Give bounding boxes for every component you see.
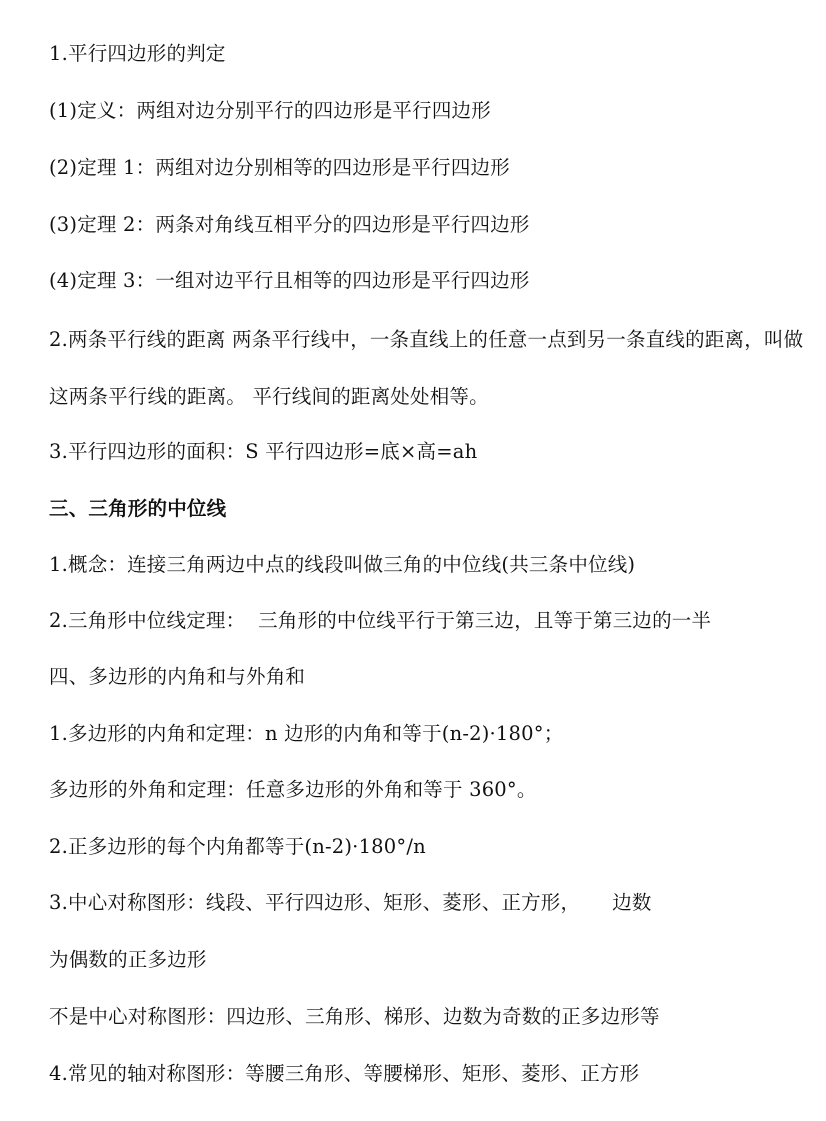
interior-angle-sum-line: 1.多边形的内角和定理：n 边形的内角和等于(n-2)·180°； [49,722,564,745]
exterior-angle-sum-line: 多边形的外角和定理：任意多边形的外角和等于 360°。 [49,778,537,801]
heading-parallelogram-criteria: 1.平行四边形的判定 [49,42,226,65]
parallelogram-area-line: 3.平行四边形的面积：S 平行四边形=底×高=ah [49,440,478,463]
non-central-symmetry-line: 不是中心对称图形：四边形、三角形、梯形、边数为奇数的正多边形等 [49,1005,660,1028]
midline-concept-line: 1.概念：连接三角两边中点的线段叫做三角的中位线(共三条中位线) [49,553,636,576]
definition-line: (1)定义：两组对边分别平行的四边形是平行四边形 [49,99,491,122]
theorem-2-line: (3)定理 2：两条对角线互相平分的四边形是平行四边形 [49,213,530,236]
section-heading-polygon-angles: 四、多边形的内角和与外角和 [49,665,306,688]
midline-theorem-line: 2.三角形中位线定理： 三角形的中位线平行于第三边，且等于第三边的一半 [49,609,712,632]
regular-polygon-angle-line: 2.正多边形的每个内角都等于(n-2)·180°/n [49,835,426,858]
section-heading-midline: 三、三角形的中位线 [49,497,227,520]
theorem-3-line: (4)定理 3：一组对边平行且相等的四边形是平行四边形 [49,269,530,292]
axial-symmetry-line: 4.常见的轴对称图形：等腰三角形、等腰梯形、矩形、菱形、正方形 [49,1062,640,1085]
central-symmetry-line: 3.中心对称图形：线段、平行四边形、矩形、菱形、正方形， 边数 [49,891,652,914]
central-symmetry-continuation-line: 为偶数的正多边形 [49,948,207,971]
parallel-lines-distance-paragraph: 2.两条平行线的距离 两条平行线中，一条直线上的任意一点到另一条直线的距离，叫做这两条平行线的距离。 平行线间的距离处处相等。 [49,328,804,408]
theorem-1-line: (2)定理 1：两组对边分别相等的四边形是平行四边形 [49,156,510,179]
